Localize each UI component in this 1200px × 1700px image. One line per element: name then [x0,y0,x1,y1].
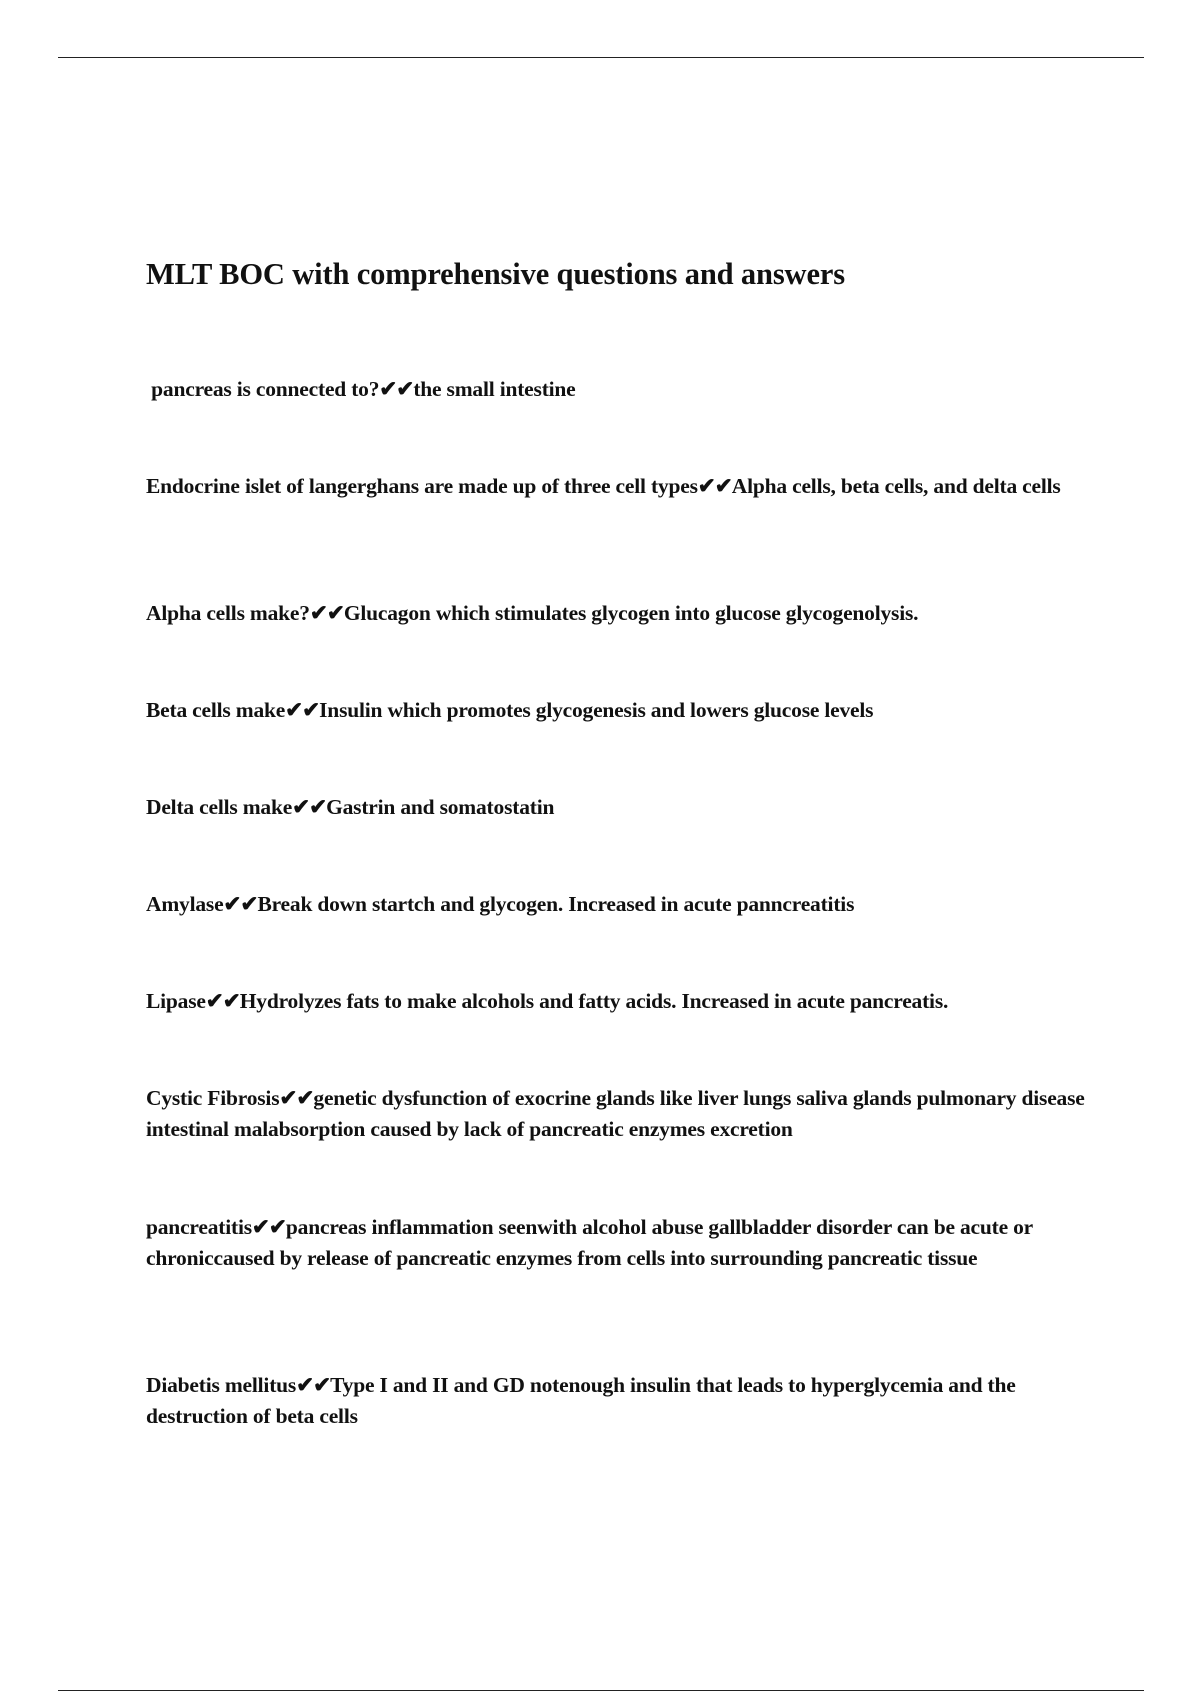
double-check-icon: ✔✔ [292,795,327,819]
question-text: Endocrine islet of langerghans are made up of three cell types [146,474,698,498]
qa-item-8 [146,1083,1096,1144]
double-check-icon: ✔✔ [205,989,240,1013]
question-text: Amylase [146,892,224,916]
double-check-icon: ✔✔ [309,601,344,625]
question-text: Diabetis mellitus [146,1373,297,1397]
question-text: Beta cells make [146,698,286,722]
answer-text: Alpha cells, beta cells, and delta cells [731,474,1061,498]
document-title: MLT BOC with comprehensive questions and answers [146,257,845,291]
double-check-icon: ✔✔ [279,1086,314,1110]
question-text: Lipase [146,989,206,1013]
question-text: Delta cells make [146,795,293,819]
qa-item-9 [146,1212,1081,1273]
question-text: Alpha cells make? [146,601,310,625]
header-rule [58,57,1144,58]
qa-item-6 [146,889,1096,920]
footer-rule [58,1690,1144,1691]
answer-text: genetic dysfunction of exocrine glands like liver lungs saliva glands pulmonary disease intestinal malabsorption caused by lack of pancreatic enzymes excretion [146,1086,1085,1141]
qa-item-1 [146,374,1096,405]
question-text: Cystic Fibrosis [146,1086,280,1110]
double-check-icon: ✔✔ [296,1373,331,1397]
question-text: pancreas is connected to? [146,377,380,401]
answer-text: Glucagon which stimulates glycogen into glucose glycogenolysis. [343,601,919,625]
qa-item-3 [146,598,1096,629]
double-check-icon: ✔✔ [223,892,258,916]
answer-text: Gastrin and somatostatin [326,795,555,819]
double-check-icon: ✔✔ [697,474,732,498]
qa-item-10 [146,1370,1081,1431]
answer-text: Type I and II and GD notenough insulin that leads to hyperglycemia and the destruction of beta cells [146,1373,1016,1428]
answer-text: the small intestine [413,377,576,401]
answer-text: pancreas inflammation seenwith alcohol abuse gallbladder disorder can be acute or chroniccaused by release of pancreatic enzymes from cells into surrounding pancreatic tissue [146,1215,1033,1270]
qa-item-5 [146,792,1096,823]
double-check-icon: ✔✔ [379,377,414,401]
answer-text: Hydrolyzes fats to make alcohols and fatty acids. Increased in acute pancreatis. [239,989,949,1013]
double-check-icon: ✔✔ [251,1215,286,1239]
qa-item-2 [146,471,1096,502]
question-text: pancreatitis [146,1215,252,1239]
qa-item-7 [146,986,1096,1017]
qa-item-4 [146,695,1096,726]
answer-text: Insulin which promotes glycogenesis and lowers glucose levels [319,698,874,722]
double-check-icon: ✔✔ [285,698,320,722]
answer-text: Break down startch and glycogen. Increased in acute panncreatitis [257,892,855,916]
